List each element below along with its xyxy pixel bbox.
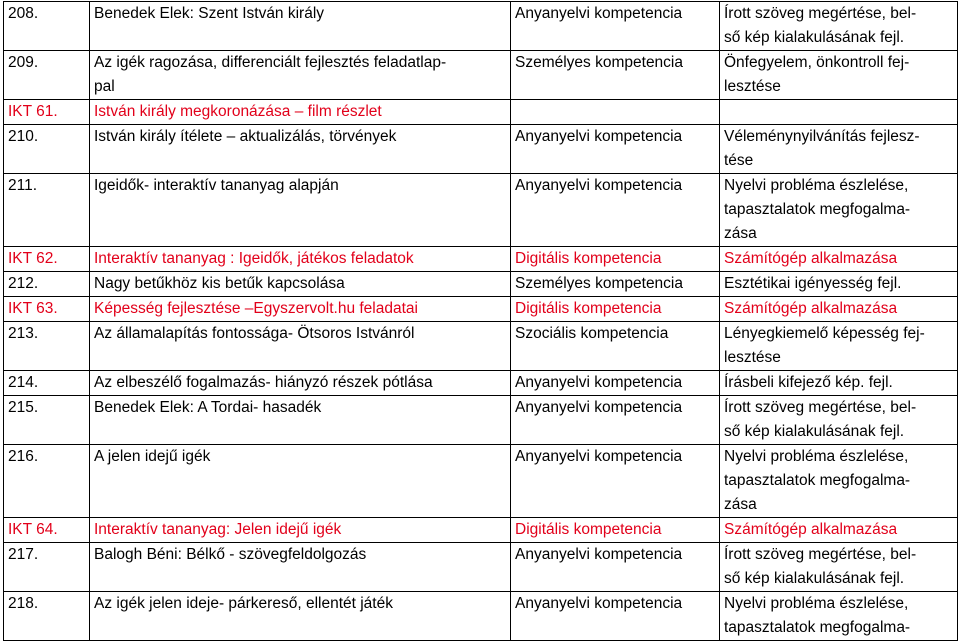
lesson-number-cell: 209. [4,51,90,100]
development-goal-cell: Véleménynyilvánítás fejlesz- tése [720,125,958,174]
ikt-table-row [4,297,958,322]
development-goal-cell: Esztétikai igényesség fejl. [720,272,958,297]
competence-cell: Anyanyelvi kompetencia [511,371,720,396]
development-goal-cell: Írott szöveg megértése, bel- ső kép kialakulásának fejl. [720,2,958,51]
competence-cell: Anyanyelvi kompetencia [511,445,720,518]
development-goal-cell [720,100,958,125]
development-goal-cell: Lényegkiemelő képesség fej- lesztése [720,322,958,371]
lesson-topic-cell: István király megkoronázása – film részlet [90,100,511,125]
competence-cell: Anyanyelvi kompetencia [511,2,720,51]
competence-cell [511,100,720,125]
table-row [4,592,958,641]
lesson-number-cell: 218. [4,592,90,641]
table-row [4,272,958,297]
lesson-number-cell: 212. [4,272,90,297]
lesson-number-cell: IKT 63. [4,297,90,322]
development-goal-cell: Írásbeli kifejező kép. fejl. [720,371,958,396]
table-row [4,125,958,174]
lesson-number-cell: IKT 62. [4,247,90,272]
development-goal-cell: Számítógép alkalmazása [720,518,958,543]
lesson-number-cell: IKT 64. [4,518,90,543]
lesson-topic-cell: Balogh Béni: Bélkő - szövegfeldolgozás [90,543,511,592]
competence-cell: Anyanyelvi kompetencia [511,543,720,592]
lesson-number-cell: 211. [4,174,90,247]
development-goal-cell: Írott szöveg megértése, bel- ső kép kialakulásának fejl. [720,543,958,592]
development-goal-cell: Nyelvi probléma észlelése, tapasztalatok megfogalma- zása [720,445,958,518]
competence-cell: Személyes kompetencia [511,272,720,297]
ikt-table-row [4,100,958,125]
lesson-topic-cell: Nagy betűkhöz kis betűk kapcsolása [90,272,511,297]
competence-cell: Anyanyelvi kompetencia [511,125,720,174]
competence-cell: Digitális kompetencia [511,297,720,322]
development-goal-cell: Számítógép alkalmazása [720,297,958,322]
competence-cell: Digitális kompetencia [511,518,720,543]
table-row [4,174,958,247]
lesson-plan-body [4,2,958,641]
lesson-number-cell: IKT 61. [4,100,90,125]
development-goal-cell: Írott szöveg megértése, bel- ső kép kialakulásának fejl. [720,396,958,445]
table-row [4,445,958,518]
lesson-topic-cell: Igeidők- interaktív tananyag alapján [90,174,511,247]
lesson-number-cell: 213. [4,322,90,371]
table-row [4,371,958,396]
lesson-topic-cell: Az elbeszélő fogalmazás- hiányzó részek pótlása [90,371,511,396]
ikt-table-row [4,518,958,543]
competence-cell: Személyes kompetencia [511,51,720,100]
table-row [4,2,958,51]
table-row [4,396,958,445]
lesson-topic-cell: Képesség fejlesztése –Egyszervolt.hu feladatai [90,297,511,322]
lesson-number-cell: 216. [4,445,90,518]
competence-cell: Anyanyelvi kompetencia [511,174,720,247]
competence-cell: Digitális kompetencia [511,247,720,272]
lesson-topic-cell: Interaktív tananyag : Igeidők, játékos feladatok [90,247,511,272]
lesson-topic-cell: Benedek Elek: A Tordai- hasadék [90,396,511,445]
table-row [4,51,958,100]
table-row [4,322,958,371]
lesson-topic-cell: Benedek Elek: Szent István király [90,2,511,51]
lesson-number-cell: 217. [4,543,90,592]
competence-cell: Szociális kompetencia [511,322,720,371]
lesson-plan-table [3,1,958,641]
table-row [4,543,958,592]
development-goal-cell: Nyelvi probléma észlelése, tapasztalatok megfogalma- [720,592,958,641]
lesson-topic-cell: Az igék jelen ideje- párkereső, ellentét játék [90,592,511,641]
competence-cell: Anyanyelvi kompetencia [511,396,720,445]
lesson-number-cell: 210. [4,125,90,174]
lesson-topic-cell: Interaktív tananyag: Jelen idejű igék [90,518,511,543]
lesson-topic-cell: Az államalapítás fontossága- Ötsoros Istvánról [90,322,511,371]
lesson-topic-cell: A jelen idejű igék [90,445,511,518]
development-goal-cell: Önfegyelem, önkontroll fej- lesztése [720,51,958,100]
lesson-number-cell: 208. [4,2,90,51]
lesson-topic-cell: Az igék ragozása, differenciált fejlesztés feladatlap- pal [90,51,511,100]
development-goal-cell: Számítógép alkalmazása [720,247,958,272]
ikt-table-row [4,247,958,272]
lesson-number-cell: 215. [4,396,90,445]
lesson-topic-cell: István király ítélete – aktualizálás, törvények [90,125,511,174]
lesson-number-cell: 214. [4,371,90,396]
development-goal-cell: Nyelvi probléma észlelése, tapasztalatok megfogalma- zása [720,174,958,247]
competence-cell: Anyanyelvi kompetencia [511,592,720,641]
